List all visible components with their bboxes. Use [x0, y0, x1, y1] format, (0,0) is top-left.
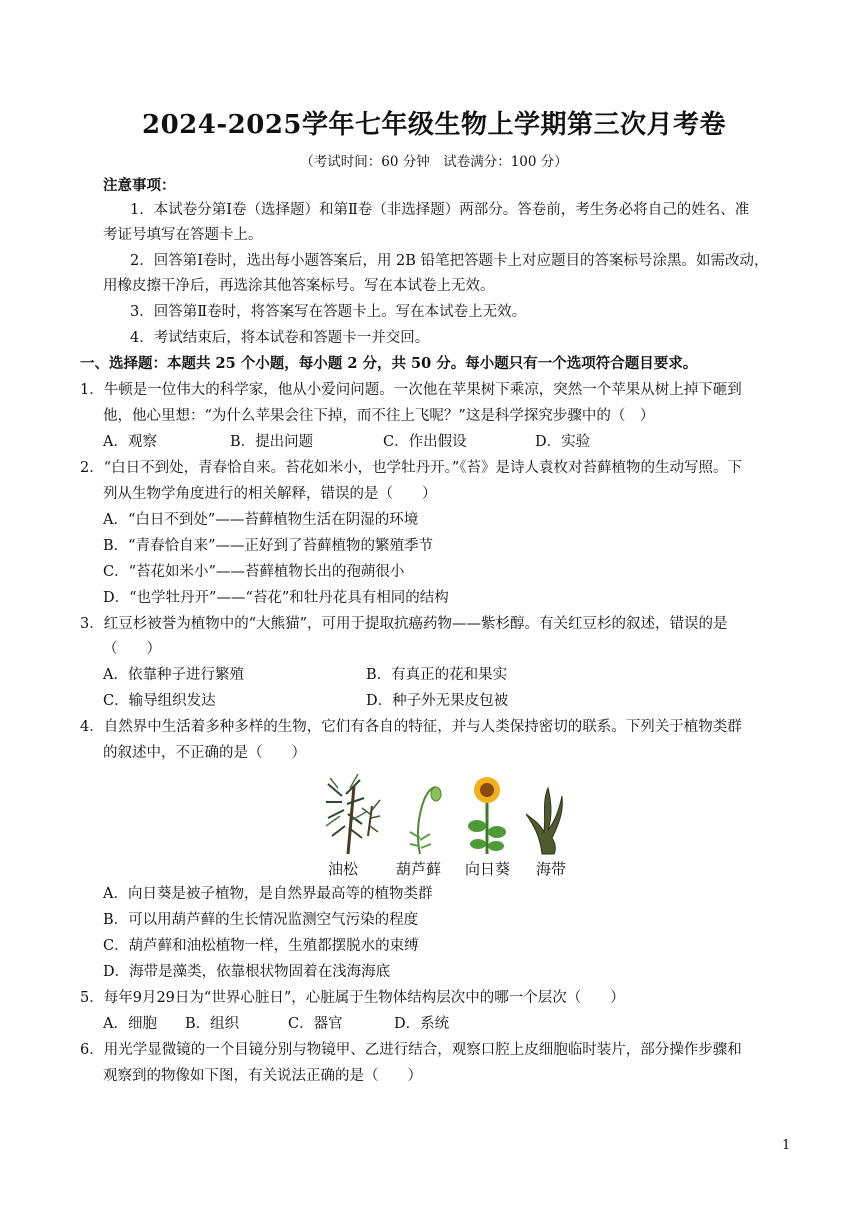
notice-line: 2．回答第Ⅰ卷时，选出每小题答案后，用 2B 铅笔把答题卡上对应题目的答案标号涂黑。如需改动， [130, 253, 769, 269]
notice-line: 1．本试卷分第Ⅰ卷（选择题）和第Ⅱ卷（非选择题）两部分。答卷前，考生务必将自己的姓名、准 [130, 202, 750, 218]
question-4-text: 4．自然界中生活着多种多样的生物，它们有各自的特征，并与人类保持密切的联系。下列关于植物类群 [80, 719, 742, 735]
question-2-option-b: B．“青春恰自来”——正好到了苔藓植物的繁殖季节 [103, 538, 433, 554]
exam-subtitle: （考试时间：60 分钟 试卷满分：100 分） [300, 154, 568, 170]
question-1-option-c: C．作出假设 [383, 434, 467, 450]
plant-label-pine: 油松 [328, 860, 359, 878]
question-6-text: 6．用光学显微镜的一个目镜分别与物镜甲、乙进行结合，观察口腔上皮细胞临时装片，部分操作步骤和 [80, 1042, 742, 1058]
question-2-text: 列从生物学角度进行的相关解释，错误的是（ ） [103, 486, 437, 502]
question-6-text: 观察到的物像如下图，有关说法正确的是（ ） [103, 1068, 422, 1084]
question-3-option-a: A．依靠种子进行繁殖 [103, 667, 244, 683]
question-4-option-d: D．海带是藻类，依靠根状物固着在浅海海底 [103, 964, 391, 980]
question-4-text: 的叙述中，不正确的是（ ） [103, 745, 306, 761]
question-3-option-b: B．有真正的花和果实 [366, 667, 508, 683]
exam-title: 2024-2025学年七年级生物上学期第三次月考卷 [141, 110, 727, 140]
page-number: 1 [782, 1138, 791, 1153]
notice-line: 用橡皮擦干净后，再选涂其他答案标号。写在本试卷上无效。 [103, 278, 495, 294]
question-5-option-d: D．系统 [394, 1016, 450, 1032]
question-3-option-c: C．输导组织发达 [103, 693, 216, 709]
question-4-option-b: B．可以用葫芦藓的生长情况监测空气污染的程度 [103, 912, 419, 928]
question-4-option-a: A．向日葵是被子植物，是自然界最高等的植物类群 [103, 886, 433, 902]
question-2-option-d: D．“也学牡丹开”——“苔花”和牡丹花具有相同的结构 [103, 590, 449, 606]
plant-illustrations [320, 766, 580, 858]
kelp-icon [526, 788, 562, 854]
question-1-option-b: B．提出问题 [230, 434, 314, 450]
notice-line: 考证号填写在答题卡上。 [103, 227, 263, 243]
plant-label-moss: 葫芦藓 [396, 860, 442, 878]
plant-label-sunflower: 向日葵 [465, 860, 511, 878]
question-5-option-c: C．器官 [288, 1016, 343, 1032]
sunflower-icon [468, 777, 506, 854]
question-2-option-a: A．“白日不到处”——苔藓植物生活在阴湿的环境 [103, 512, 419, 528]
question-3-text: 3．红豆杉被誉为植物中的“大熊猫”，可用于提取抗癌药物——紫杉醇。有关红豆杉的叙述，错误的是 [80, 616, 728, 632]
question-4-option-c: C．葫芦藓和油松植物一样，生殖都摆脱水的束缚 [103, 938, 419, 954]
question-1-option-d: D．实验 [535, 434, 591, 450]
plant-label-kelp: 海带 [536, 860, 567, 878]
question-3-option-d: D．种子外无果皮包被 [366, 693, 509, 709]
moss-icon [410, 787, 441, 854]
question-5-text: 5．每年9月29日为“世界心脏日”，心脏属于生物体结构层次中的哪一个层次（ ） [80, 990, 625, 1006]
pine-icon [326, 774, 380, 854]
notice-line: 3．回答第Ⅱ卷时，将答案写在答题卡上。写在本试卷上无效。 [130, 304, 527, 320]
question-1-option-a: A．观察 [103, 434, 157, 450]
question-5-option-b: B．组织 [185, 1016, 240, 1032]
question-5-option-a: A．细胞 [103, 1016, 157, 1032]
question-3-text: （ ） [103, 641, 161, 657]
question-2-option-c: C．“苔花如米小”——苔藓植物长出的孢蒴很小 [103, 564, 405, 580]
notice-heading: 注意事项： [103, 177, 176, 194]
question-2-text: 2．“白日不到处，青春恰自来。苔花如米小，也学牡丹开。”《苔》是诗人袁枚对苔藓植物的生动写照。下 [80, 460, 743, 476]
notice-line: 4．考试结束后，将本试卷和答题卡一并交回。 [130, 330, 430, 346]
section-heading: 一、选择题：本题共 25 个小题，每小题 2 分，共 50 分。每小题只有一个选项符合题目要求。 [80, 355, 698, 372]
question-1-text: 1．牛顿是一位伟大的科学家，他从小爱问问题。一次他在苹果树下乘凉，突然一个苹果从树上掉下砸到 [80, 382, 742, 398]
question-1-text: 他，他心里想：“为什么苹果会往下掉，而不往上飞呢？”这是科学探究步骤中的（ ） [103, 408, 655, 424]
plant-figure [320, 766, 580, 880]
